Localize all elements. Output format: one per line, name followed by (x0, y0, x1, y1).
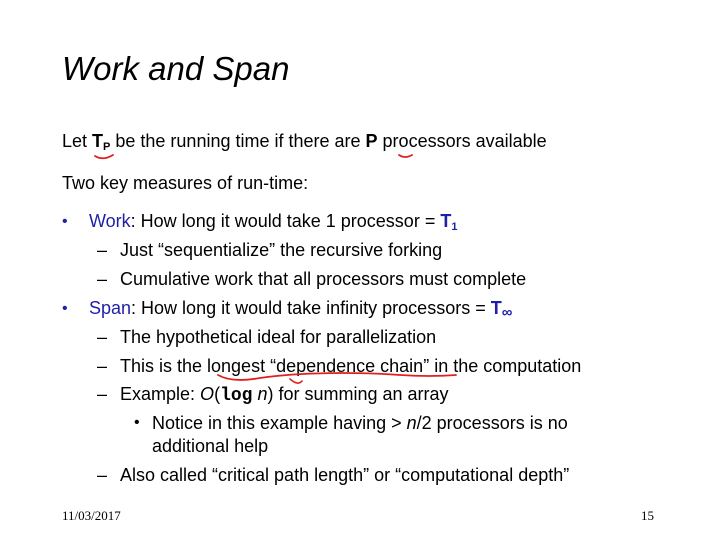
span-label: Span (89, 298, 132, 318)
t-1-symbol: $T_1$ (440, 211, 458, 233)
dash: – (97, 465, 108, 485)
span-subitem-line-1: Notice in this example having > n/2 processors is no (152, 413, 568, 433)
sub-bullet: • (134, 414, 140, 431)
intro-line-1: Let $T_P$ be the running time if there are P processors available (62, 131, 547, 153)
t-infinity-symbol: $T_\infty$ (490, 298, 513, 321)
underline-tp-mark (95, 155, 113, 158)
span-item-3: Example: O(log n) for summing an array (120, 384, 449, 406)
work-item-1: Just “sequentialize” the recursive forking (120, 240, 443, 260)
page-number: 15 (641, 508, 654, 523)
span-item-1: The hypothetical ideal for parallelization (120, 327, 437, 347)
dash: – (97, 240, 108, 260)
intro-line-2: Two key measures of run-time: (62, 173, 309, 193)
work-item-2: Cumulative work that all processors must complete (120, 269, 527, 289)
p-symbol: P (365, 131, 378, 151)
span-item-4: Also called “critical path length” or “computational depth” (120, 465, 570, 485)
dash: – (97, 269, 108, 289)
dash: – (97, 327, 108, 347)
dash: – (97, 384, 108, 404)
work-line: Work: How long it would take 1 processor = $T_1$ (89, 211, 458, 233)
slide-title: Work and Span (62, 50, 290, 87)
footer-date: 11/03/2017 (62, 508, 121, 523)
log-code: log (220, 386, 253, 406)
work-bullet: • (62, 213, 68, 230)
work-label: Work (89, 211, 131, 231)
span-subitem-line-2: additional help (152, 436, 269, 456)
longest-chain-tail-mark (290, 379, 302, 383)
span-line: Span: How long it would take infinity processors = $T_\infty$ (89, 298, 513, 321)
t-p-symbol: $T_P$ (92, 131, 111, 153)
underline-p-mark (399, 155, 412, 157)
span-item-2: This is the longest “dependence chain” in the computation (120, 356, 582, 376)
dash: – (97, 356, 108, 376)
span-bullet: • (62, 300, 68, 317)
